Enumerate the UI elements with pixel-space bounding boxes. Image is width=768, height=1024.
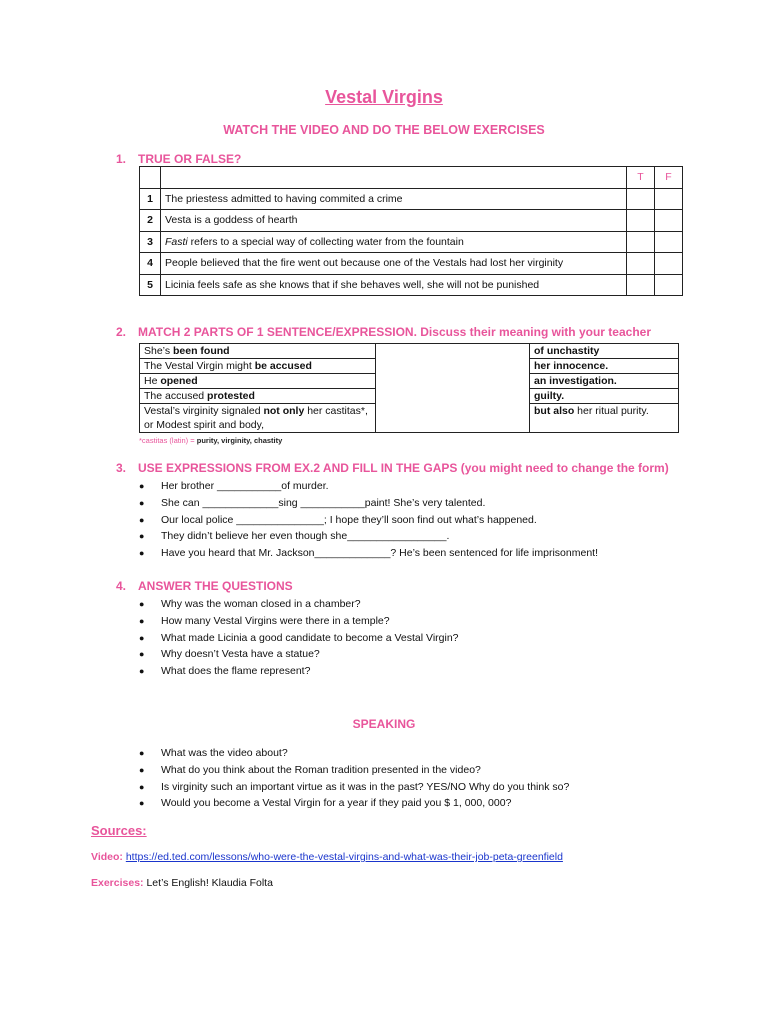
bullet-icon: ● — [139, 548, 145, 559]
true-cell[interactable] — [627, 274, 655, 296]
key-expression: but also — [534, 405, 575, 417]
bullet-icon: ● — [139, 649, 145, 660]
bullet-icon: ● — [139, 514, 145, 525]
matching-table — [139, 343, 679, 433]
false-cell[interactable] — [655, 188, 683, 210]
key-expression: protested — [207, 390, 255, 402]
section-1-title: TRUE OR FALSE? — [138, 152, 242, 166]
false-cell[interactable] — [655, 274, 683, 296]
exercises-credit: Let’s English! Klaudia Folta — [146, 877, 273, 889]
table-row — [140, 253, 683, 275]
bullet-icon: ● — [139, 497, 145, 508]
list-item: ● Why was the woman closed in a chamber? — [139, 596, 459, 613]
true-cell[interactable] — [627, 231, 655, 253]
true-cell[interactable] — [627, 253, 655, 275]
section-3-title: USE EXPRESSIONS FROM EX.2 AND FILL IN THE GAPS (you might need to change the form) — [138, 461, 669, 475]
bullet-icon: ● — [139, 764, 145, 775]
bullet-icon: ● — [139, 599, 145, 609]
text-part: He — [144, 375, 161, 387]
list-item: ● Why doesn’t Vesta have a statue? — [139, 646, 459, 663]
column-true-header: T — [627, 167, 655, 189]
list-item: ● Would you become a Vestal Virgin for a year if they paid you $ 1, 000, 000? — [139, 795, 569, 812]
bullet-icon: ● — [139, 481, 145, 491]
table-row — [140, 344, 679, 359]
key-expression: opened — [160, 375, 198, 387]
list-item: ● She can _____________sing ___________paint! She’s very talented. — [139, 495, 598, 512]
section-3-number: 3. — [116, 461, 127, 475]
section-2-heading — [116, 325, 651, 339]
row-number: 5 — [140, 274, 161, 296]
text-part: her castitas*, or Modest spirit and body, — [144, 405, 368, 431]
key-expression: an investigation. — [534, 375, 617, 387]
text-part: Vestal’s virginity signaled — [144, 405, 264, 417]
bullet-icon: ● — [139, 748, 145, 758]
text-part: The accused — [144, 390, 208, 402]
statement: Vesta is a goddess of hearth — [161, 210, 627, 232]
sentence-end — [530, 344, 679, 359]
key-expression: not only — [263, 405, 305, 417]
key-expression: be accused — [254, 360, 312, 372]
list-item: ● Have you heard that Mr. Jackson_____________? He’s been sentenced for life imprisonment! — [139, 545, 598, 562]
key-expression: guilty. — [534, 390, 565, 402]
row-number: 1 — [140, 188, 161, 210]
list-item: ● Our local police _______________; I hope they’ll soon find out what’s happened. — [139, 512, 598, 529]
section-4-number: 4. — [116, 579, 127, 593]
list-item: ● They didn’t believe her even though she_________________. — [139, 528, 598, 545]
sentence-start — [140, 359, 376, 374]
statement: Licinia feels safe as she knows that if she behaves well, she will not be punished — [161, 274, 627, 296]
table-header-row — [140, 167, 683, 189]
section-2-number: 2. — [116, 325, 127, 339]
speaking-list — [139, 745, 569, 812]
statement: People believed that the fire went out because one of the Vestals had lost her virginity — [161, 253, 627, 275]
table-row — [140, 210, 683, 232]
bullet-icon: ● — [139, 632, 145, 643]
table-row — [140, 231, 683, 253]
true-cell[interactable] — [627, 188, 655, 210]
true-cell[interactable] — [627, 210, 655, 232]
statement-italic: Fasti — [165, 235, 188, 248]
sentence-end — [530, 374, 679, 389]
exercises-label: Exercises: — [91, 877, 147, 889]
sources-heading: Sources: — [91, 823, 147, 838]
sentence-start — [140, 404, 376, 433]
section-4-title: ANSWER THE QUESTIONS — [138, 579, 293, 593]
key-expression: her innocence. — [534, 360, 609, 372]
footnote-text: purity, virginity, chastity — [196, 436, 283, 445]
video-source — [91, 851, 563, 863]
column-false-header: F — [655, 167, 683, 189]
bullet-icon: ● — [139, 666, 145, 677]
matching-space — [376, 344, 530, 433]
false-cell[interactable] — [655, 210, 683, 232]
list-item: ● What made Licinia a good candidate to become a Vestal Virgin? — [139, 630, 459, 647]
row-number: 2 — [140, 210, 161, 232]
list-item: ● What does the flame represent? — [139, 663, 459, 680]
bullet-icon: ● — [139, 781, 145, 792]
list-item: ● What was the video about? — [139, 745, 569, 762]
text-part: She’s — [144, 345, 173, 357]
text-part: The Vestal Virgin might — [144, 360, 255, 372]
gap-fill-list — [139, 478, 598, 562]
statement-rest: refers to a special way of collecting water from the fountain — [187, 235, 464, 248]
bullet-icon: ● — [139, 531, 145, 542]
row-number: 4 — [140, 253, 161, 275]
false-cell[interactable] — [655, 253, 683, 275]
bullet-icon: ● — [139, 798, 145, 809]
list-item: ● Is virginity such an important virtue as it was in the past? YES/NO Why do you think so? — [139, 779, 569, 796]
page-subtitle: WATCH THE VIDEO AND DO THE BELOW EXERCISES — [223, 123, 545, 137]
section-1-number: 1. — [116, 152, 127, 166]
section-2-title: MATCH 2 PARTS OF 1 SENTENCE/EXPRESSION. Discuss their meaning with your teacher — [138, 325, 651, 339]
sentence-start — [140, 344, 376, 359]
sentence-start — [140, 389, 376, 404]
footnote-label: *castitas (latin) = — [139, 436, 197, 445]
footnote — [139, 436, 282, 445]
table-row — [140, 188, 683, 210]
list-item: ● How many Vestal Virgins were there in a temple? — [139, 613, 459, 630]
questions-list — [139, 596, 459, 680]
sentence-start — [140, 374, 376, 389]
table-row — [140, 274, 683, 296]
section-4-heading — [116, 579, 293, 593]
row-number: 3 — [140, 231, 161, 253]
exercises-source — [91, 877, 273, 889]
statement — [161, 231, 627, 253]
list-item: ● Her brother ___________of murder. — [139, 478, 598, 495]
statement: The priestess admitted to having commited a crime — [161, 188, 627, 210]
page-title: Vestal Virgins — [325, 87, 443, 107]
key-expression: been found — [173, 345, 230, 357]
sentence-end — [530, 404, 679, 433]
section-3-heading — [116, 461, 669, 475]
false-cell[interactable] — [655, 231, 683, 253]
sentence-end — [530, 389, 679, 404]
true-false-table — [139, 166, 683, 296]
video-link[interactable]: https://ed.ted.com/lessons/who-were-the-vestal-virgins-and-what-was-their-job-peta-greenfield — [125, 851, 563, 863]
text-part: her ritual purity. — [574, 405, 649, 417]
speaking-heading: SPEAKING — [352, 717, 416, 731]
section-1-heading — [116, 152, 241, 166]
list-item: ● What do you think about the Roman tradition presented in the video? — [139, 762, 569, 779]
video-label: Video: — [91, 851, 126, 863]
bullet-icon: ● — [139, 615, 145, 626]
key-expression: of unchastity — [534, 345, 600, 357]
sentence-end — [530, 359, 679, 374]
